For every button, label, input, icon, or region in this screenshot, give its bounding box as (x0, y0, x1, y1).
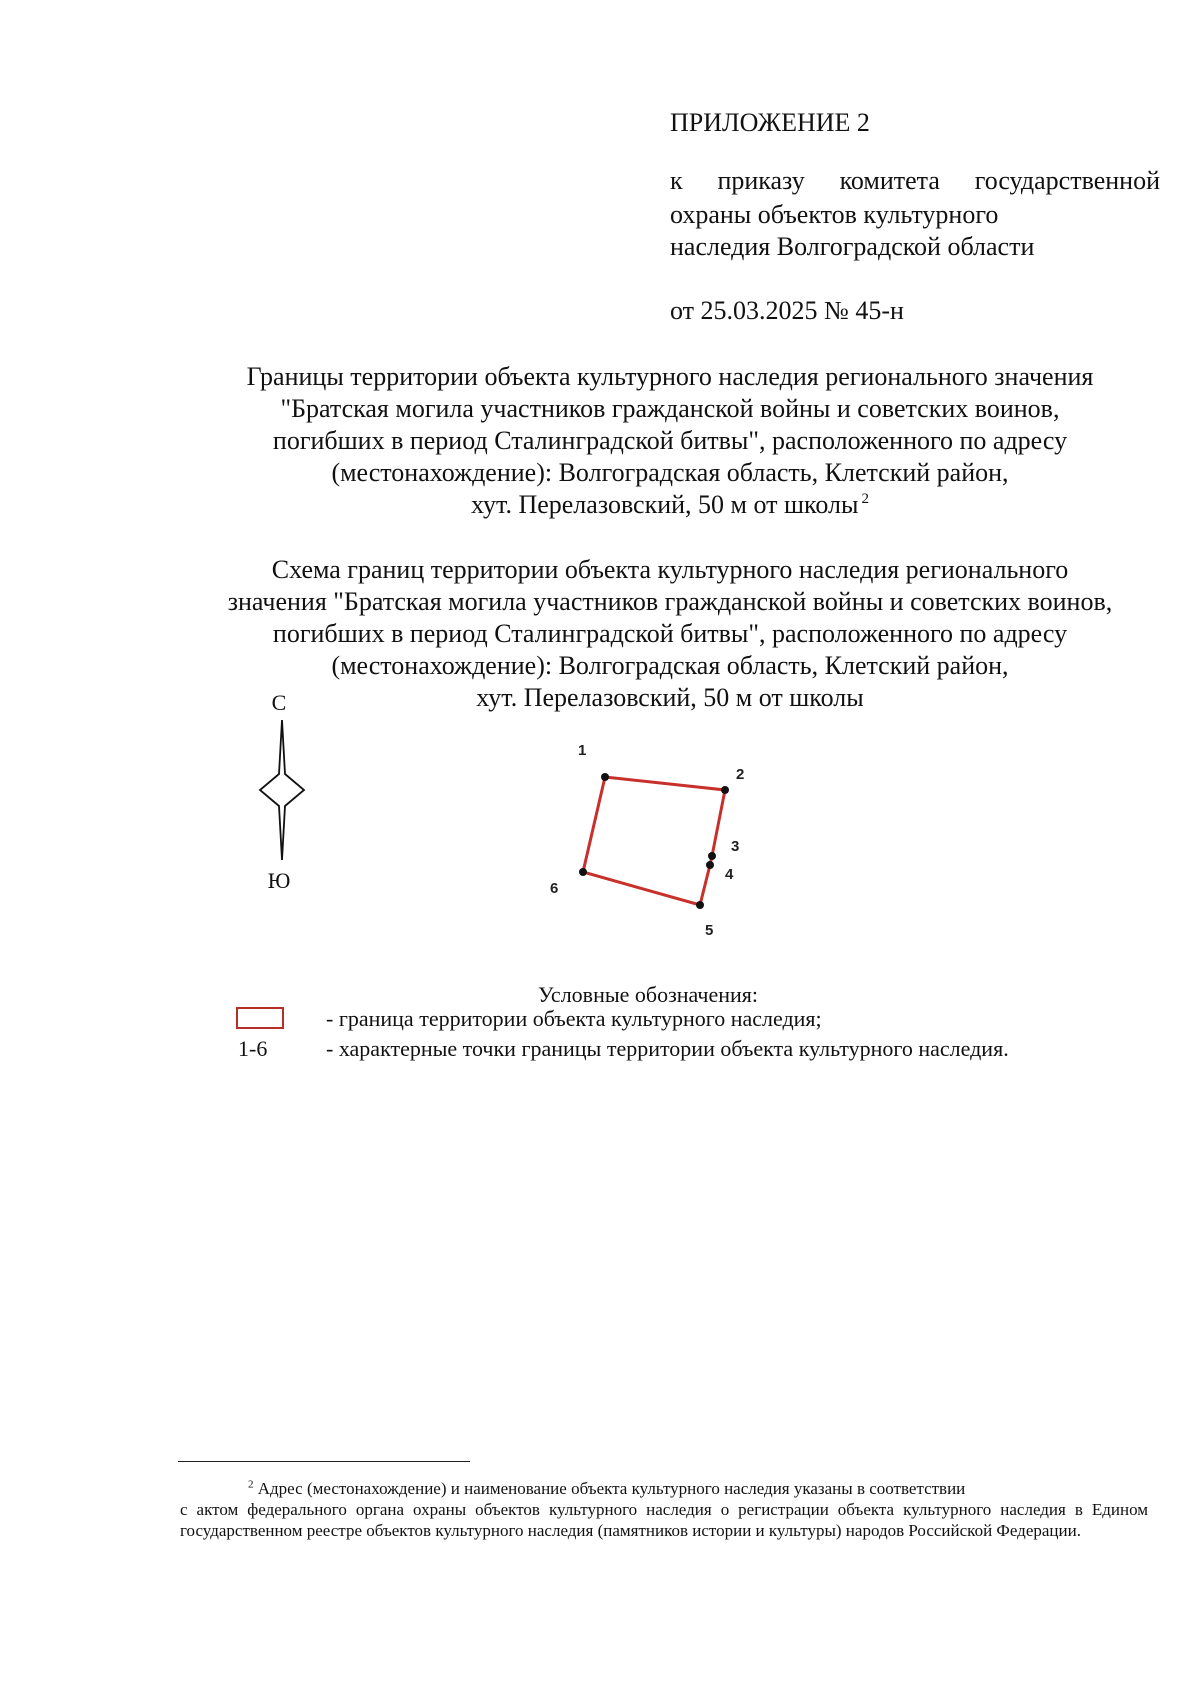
compass-rose-icon (252, 718, 312, 886)
legend-boundary-swatch (236, 1007, 284, 1029)
legend-points-label: - характерные точки границы территории объекта культурного наследия. (326, 1036, 1009, 1061)
scheme-line-3: погибших в период Сталинградской битвы", расположенного по адресу (272, 619, 1068, 648)
boundary-point-4 (706, 861, 714, 869)
point-label-1: 1 (578, 742, 587, 759)
boundary-polygon (583, 777, 725, 905)
scheme-line-4: (местонахождение): Волгоградская область, Клетский район, (331, 651, 1009, 680)
title-line-5-wrap (140, 489, 1200, 521)
boundary-point-1 (601, 773, 609, 781)
appendix-line-2: охраны объектов культурного (670, 200, 999, 229)
footnote-mark: 2 (248, 1478, 254, 1491)
point-label-3: 3 (731, 838, 740, 855)
boundary-point-2 (721, 786, 729, 794)
scheme-line-2: значения "Братская могила участников гражданской войны и советских воинов, (227, 587, 1113, 616)
point-label-2: 2 (736, 766, 745, 783)
appendix-title: ПРИЛОЖЕНИЕ 2 (670, 108, 870, 137)
title-line-4: (местонахождение): Волгоградская область, Клетский район, (331, 458, 1009, 487)
title-line-3: погибших в период Сталинградской битвы", расположенного по адресу (272, 426, 1068, 455)
point-label-6: 6 (550, 880, 559, 897)
compass-south-label: Ю (267, 868, 291, 893)
legend-points-range: 1-6 (238, 1036, 268, 1061)
title-block (140, 361, 1200, 521)
appendix-line-1: к приказу комитета государственной (670, 166, 1160, 195)
scheme-title-block (140, 554, 1200, 714)
scheme-line-5: хут. Перелазовский, 50 м от школы (476, 683, 864, 712)
point-label-5: 5 (705, 922, 714, 939)
boundary-scheme (560, 740, 760, 940)
title-line-1: Границы территории объекта культурного наследия регионального значения (246, 362, 1094, 391)
footnote-rest-text: с актом федерального органа охраны объектов культурного наследия о регистрации объекта культурного наследия в Едином государственном реестре объектов культурного наследия (памятников истории и культуры) народов Российской Федерации. (180, 1500, 1148, 1540)
title-footnote-mark: 2 (861, 491, 869, 508)
footnote-divider (178, 1461, 470, 1462)
appendix-line-3: наследия Волгоградской области (670, 232, 1035, 261)
point-label-4: 4 (725, 866, 734, 883)
boundary-point-5 (696, 901, 704, 909)
appendix-date: от 25.03.2025 № 45-н (670, 296, 904, 325)
legend-boundary-label: - граница территории объекта культурного наследия; (326, 1006, 822, 1031)
boundary-point-3 (708, 852, 716, 860)
title-line-2: "Братская могила участников гражданской войны и советских воинов, (280, 394, 1060, 423)
footnote-first-text: Адрес (местонахождение) и наименование объекта культурного наследия указаны в соответствии (257, 1479, 966, 1498)
title-line-5: хут. Перелазовский, 50 м от школы (471, 490, 859, 519)
footnote-first-line (180, 1478, 1148, 1499)
legend-title: Условные обозначения: (538, 982, 759, 1007)
boundary-point-6 (579, 868, 587, 876)
compass-north-label: С (271, 690, 287, 715)
footnote (180, 1478, 1148, 1541)
scheme-line-1: Схема границ территории объекта культурного наследия регионального (271, 555, 1069, 584)
